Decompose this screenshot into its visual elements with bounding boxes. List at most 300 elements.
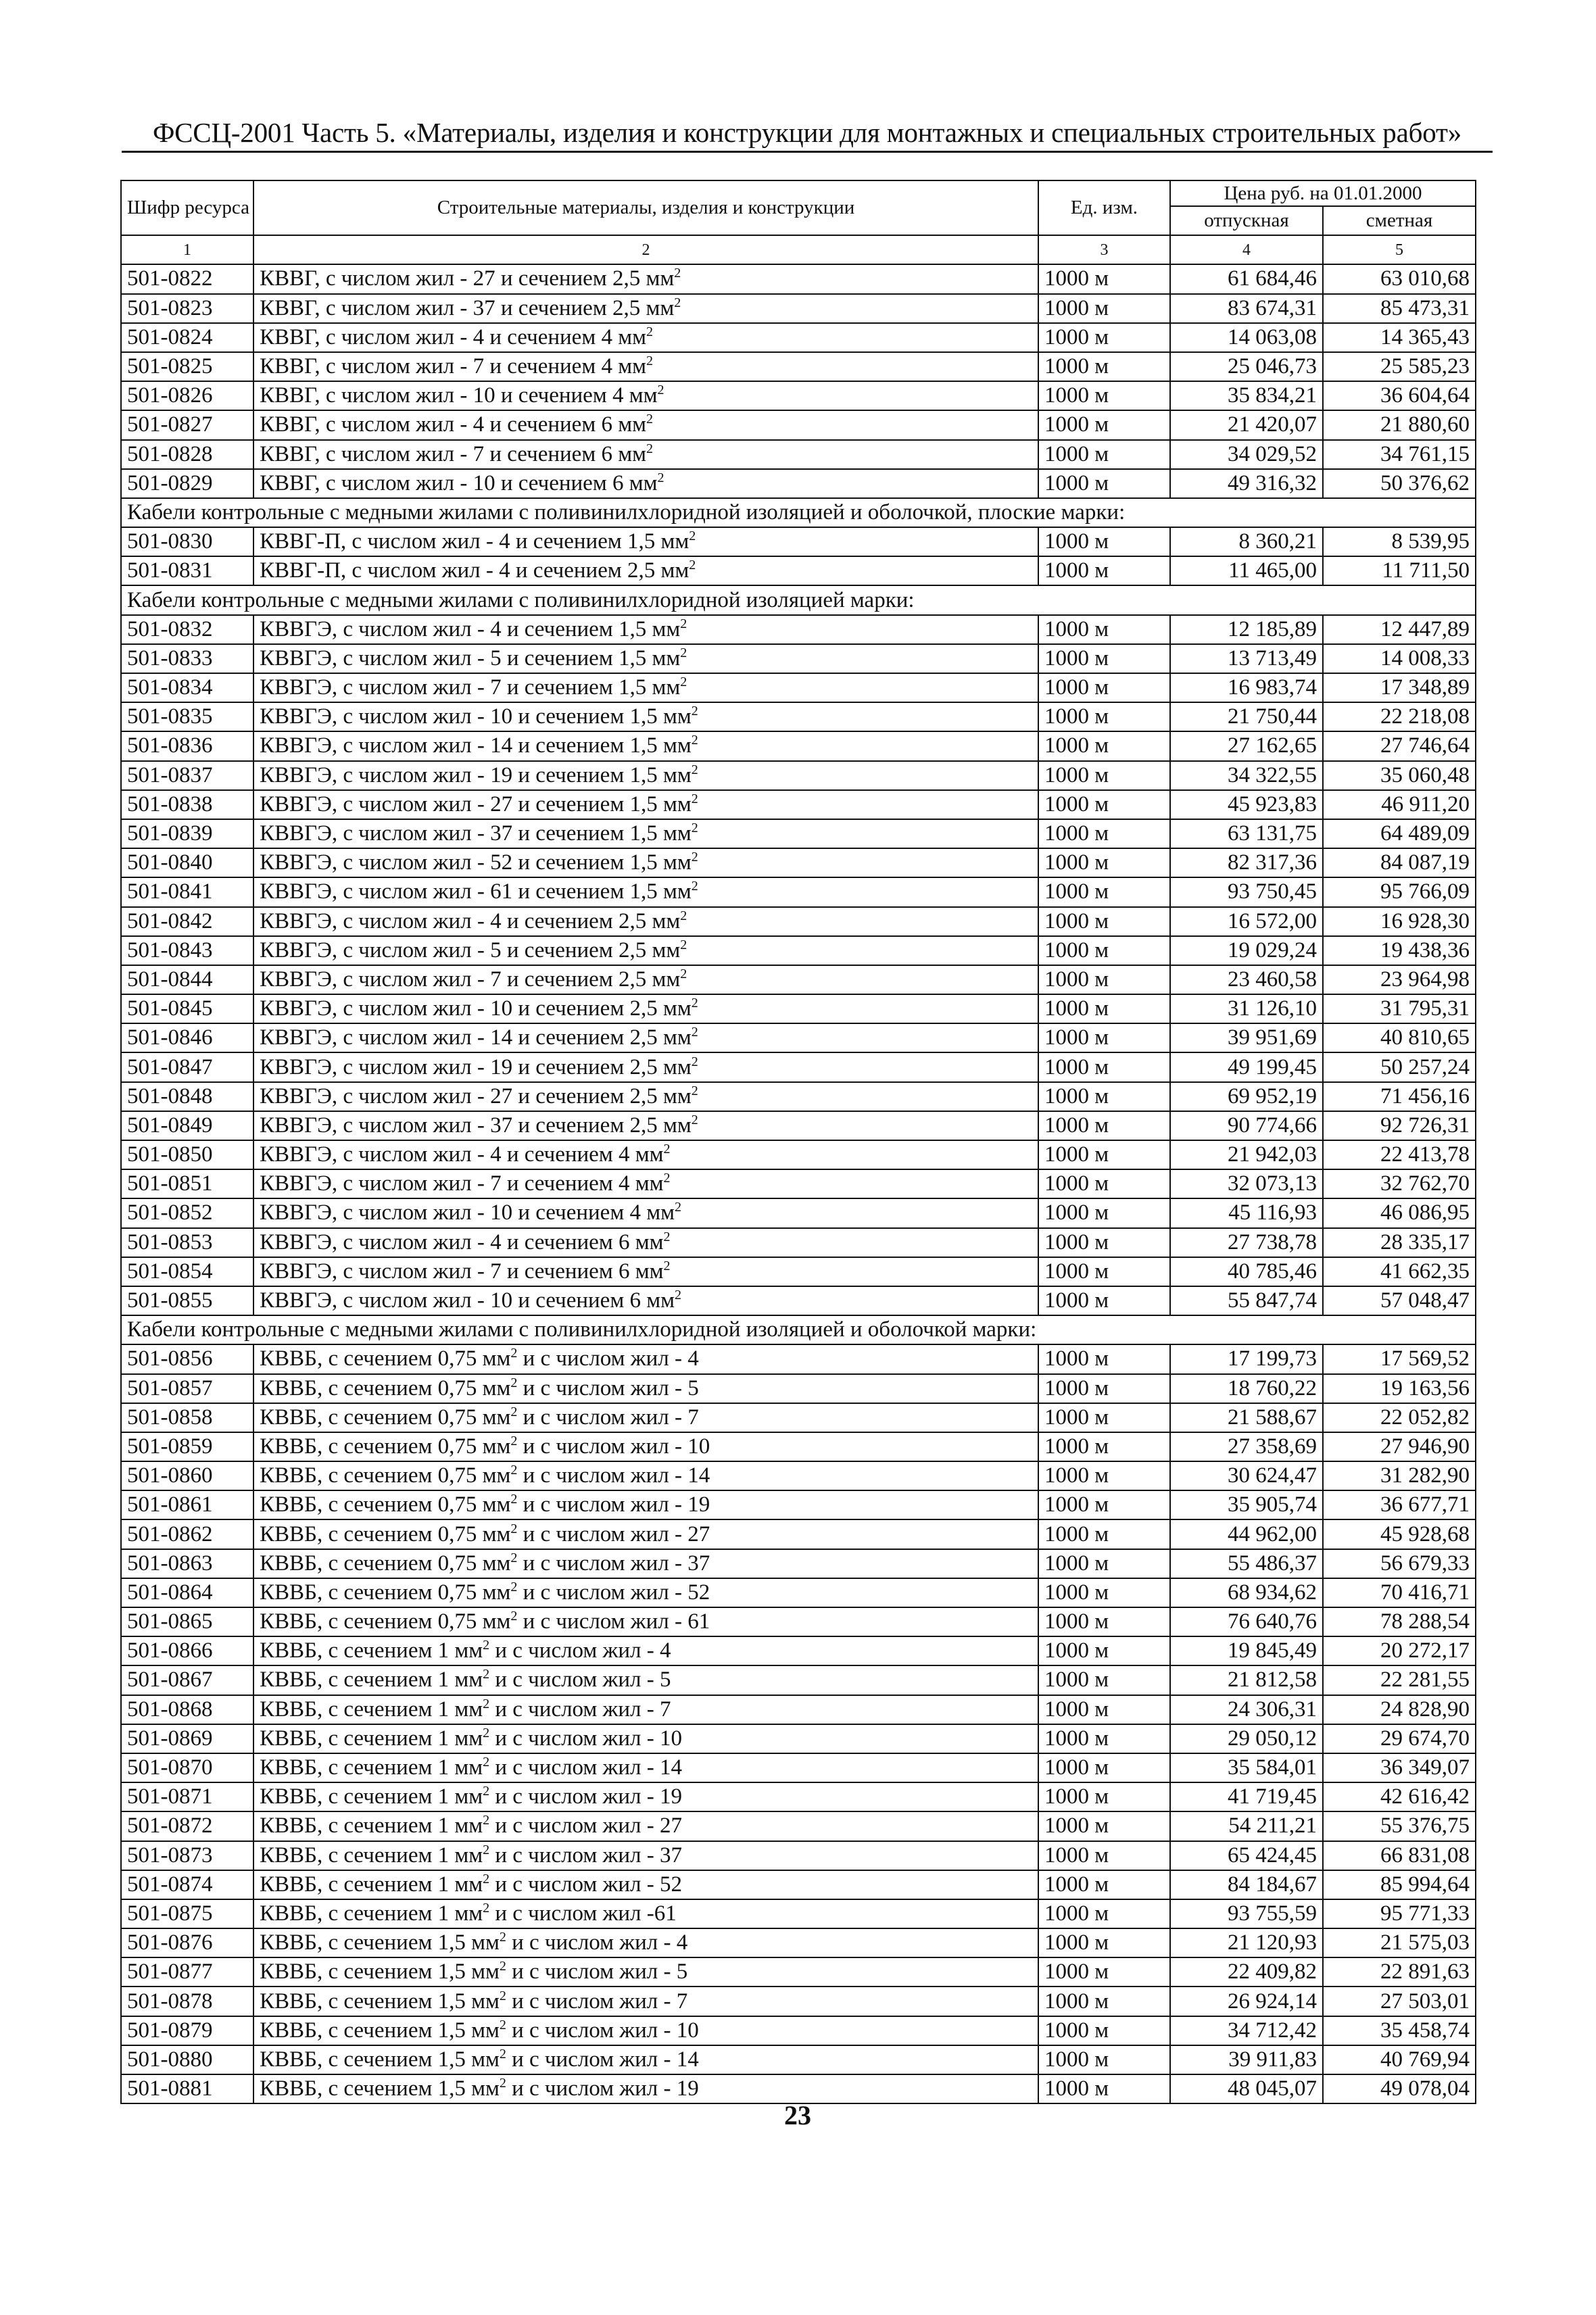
cell-code: 501-0849 (121, 1111, 253, 1140)
cell-name-text: КВВГЭ, с числом жил - 4 и сечением 1,5 мм (260, 616, 681, 641)
cell-release-price: 40 785,46 (1170, 1257, 1323, 1286)
cell-unit: 1000 м (1038, 1782, 1170, 1811)
cell-estimate-price: 50 257,24 (1323, 1052, 1476, 1081)
cell-estimate-price: 40 769,94 (1323, 2045, 1476, 2074)
cell-code: 501-0826 (121, 381, 253, 410)
superscript: 2 (483, 1638, 490, 1653)
table-row (121, 469, 1476, 498)
cell-name-text: КВВГЭ, с числом жил - 19 и сечением 1,5 мм (260, 762, 692, 787)
cell-release-price: 39 951,69 (1170, 1023, 1323, 1052)
cell-name (253, 1870, 1038, 1899)
cell-release-price: 31 126,10 (1170, 994, 1323, 1023)
table-row (121, 1198, 1476, 1227)
cell-release-price: 32 073,13 (1170, 1169, 1323, 1198)
cell-release-price: 29 050,12 (1170, 1724, 1323, 1753)
cell-name-text-tail: и с числом жил - 61 (517, 1609, 710, 1634)
cell-unit: 1000 м (1038, 1490, 1170, 1519)
cell-unit: 1000 м (1038, 877, 1170, 906)
cell-name (253, 1052, 1038, 1081)
cell-unit: 1000 м (1038, 352, 1170, 381)
table-row (121, 1052, 1476, 1081)
cell-release-price: 54 211,21 (1170, 1811, 1323, 1841)
cell-estimate-price: 85 994,64 (1323, 1870, 1476, 1899)
cell-unit: 1000 м (1038, 1695, 1170, 1724)
cell-unit: 1000 м (1038, 1870, 1170, 1899)
cell-code: 501-0836 (121, 731, 253, 760)
cell-unit: 1000 м (1038, 1257, 1170, 1286)
cell-unit: 1000 м (1038, 264, 1170, 293)
cell-estimate-price: 84 087,19 (1323, 848, 1476, 877)
table-row (121, 1724, 1476, 1753)
cell-name (253, 1782, 1038, 1811)
cell-release-price: 16 983,74 (1170, 673, 1323, 702)
cell-code: 501-0830 (121, 527, 253, 556)
cell-name-text: КВВГЭ, с числом жил - 27 и сечением 1,5 мм (260, 791, 692, 817)
cell-name (253, 1257, 1038, 1286)
superscript: 2 (483, 1667, 490, 1682)
cell-unit: 1000 м (1038, 965, 1170, 994)
cell-release-price: 8 360,21 (1170, 527, 1323, 556)
cell-unit: 1000 м (1038, 702, 1170, 731)
cell-name-text: КВВГ, с числом жил - 7 и сечением 4 мм (260, 354, 646, 379)
superscript: 2 (483, 1784, 490, 1799)
cell-release-price: 22 409,82 (1170, 1957, 1323, 1987)
cell-unit: 1000 м (1038, 1549, 1170, 1578)
table-row (121, 1023, 1476, 1052)
table-row (121, 1841, 1476, 1870)
cell-name (253, 936, 1038, 965)
cell-name (253, 790, 1038, 819)
cell-name (253, 702, 1038, 731)
cell-name-text: КВВБ, с сечением 0,75 мм (260, 1551, 511, 1576)
superscript: 2 (674, 1288, 681, 1303)
superscript: 2 (510, 1375, 518, 1390)
column-header-code: Шифр ресурса (121, 180, 253, 235)
superscript: 2 (499, 1930, 506, 1945)
cell-release-price: 55 486,37 (1170, 1549, 1323, 1578)
cell-unit: 1000 м (1038, 936, 1170, 965)
cell-release-price: 27 358,69 (1170, 1432, 1323, 1461)
cell-unit: 1000 м (1038, 1198, 1170, 1227)
superscript: 2 (691, 821, 698, 836)
cell-release-price: 83 674,31 (1170, 294, 1323, 323)
cell-unit: 1000 м (1038, 1899, 1170, 1928)
cell-name-text-tail: и с числом жил - 52 (489, 1872, 682, 1897)
cell-code: 501-0835 (121, 702, 253, 731)
cell-estimate-price: 55 376,75 (1323, 1811, 1476, 1841)
table-row (121, 994, 1476, 1023)
cell-unit: 1000 м (1038, 1228, 1170, 1257)
cell-name-text: КВВГЭ, с числом жил - 4 и сечением 2,5 мм (260, 908, 681, 933)
cell-code: 501-0875 (121, 1899, 253, 1928)
cell-release-price: 21 120,93 (1170, 1928, 1323, 1957)
cell-name (253, 1403, 1038, 1432)
cell-estimate-price: 34 761,15 (1323, 440, 1476, 469)
cell-code: 501-0847 (121, 1052, 253, 1081)
cell-name (253, 1344, 1038, 1373)
cell-name-text: КВВГЭ, с числом жил - 14 и сечением 2,5 мм (260, 1025, 692, 1050)
table-header-row (121, 180, 1476, 206)
cell-code: 501-0855 (121, 1286, 253, 1315)
cell-name-text: КВВГЭ, с числом жил - 5 и сечением 1,5 мм (260, 645, 681, 671)
column-number: 1 (121, 235, 253, 264)
cell-unit: 1000 м (1038, 1140, 1170, 1169)
cell-name (253, 644, 1038, 673)
cell-code: 501-0848 (121, 1082, 253, 1111)
cell-name-text: КВВБ, с сечением 1 мм (260, 1667, 483, 1692)
superscript: 2 (483, 1871, 490, 1886)
cell-unit: 1000 м (1038, 381, 1170, 410)
cell-name-text-tail: и с числом жил - 7 (517, 1405, 699, 1430)
cell-name-text-tail: и с числом жил -61 (489, 1901, 677, 1926)
cell-release-price: 14 063,08 (1170, 323, 1323, 352)
cell-code: 501-0872 (121, 1811, 253, 1841)
superscript: 2 (674, 1200, 681, 1215)
cell-release-price: 25 046,73 (1170, 352, 1323, 381)
table-row (121, 294, 1476, 323)
cell-release-price: 21 420,07 (1170, 410, 1323, 439)
cell-estimate-price: 71 456,16 (1323, 1082, 1476, 1111)
cell-code: 501-0834 (121, 673, 253, 702)
table-row (121, 1374, 1476, 1403)
cell-code: 501-0825 (121, 352, 253, 381)
cell-unit: 1000 м (1038, 440, 1170, 469)
cell-name-text: КВВБ, с сечением 1,5 мм (260, 2047, 500, 2072)
superscript: 2 (510, 1433, 518, 1448)
cell-name (253, 1169, 1038, 1198)
superscript: 2 (510, 1404, 518, 1419)
table-row (121, 965, 1476, 994)
cell-estimate-price: 25 585,23 (1323, 352, 1476, 381)
cell-estimate-price: 92 726,31 (1323, 1111, 1476, 1140)
cell-release-price: 55 847,74 (1170, 1286, 1323, 1315)
cell-unit: 1000 м (1038, 1082, 1170, 1111)
cell-name-text: КВВГ-П, с числом жил - 4 и сечением 2,5 мм (260, 558, 690, 583)
cell-name (253, 556, 1038, 585)
cell-name (253, 907, 1038, 936)
cell-code: 501-0859 (121, 1432, 253, 1461)
cell-unit: 1000 м (1038, 1811, 1170, 1841)
cell-name (253, 1286, 1038, 1315)
cell-release-price: 26 924,14 (1170, 1987, 1323, 2016)
superscript: 2 (510, 1579, 518, 1594)
superscript: 2 (691, 1054, 698, 1069)
column-header-estimate: сметная (1323, 206, 1476, 235)
cell-release-price: 45 116,93 (1170, 1198, 1323, 1227)
cell-name (253, 1140, 1038, 1169)
cell-name (253, 1899, 1038, 1928)
cell-code: 501-0876 (121, 1928, 253, 1957)
cell-name (253, 1811, 1038, 1841)
cell-unit: 1000 м (1038, 1432, 1170, 1461)
cell-name-text: КВВБ, с сечением 0,75 мм (260, 1463, 511, 1488)
cell-code: 501-0842 (121, 907, 253, 936)
cell-unit: 1000 м (1038, 469, 1170, 498)
superscript: 2 (646, 412, 653, 427)
cell-code: 501-0861 (121, 1490, 253, 1519)
cell-name-text: КВВБ, с сечением 1 мм (260, 1813, 483, 1838)
cell-estimate-price: 17 569,52 (1323, 1344, 1476, 1373)
table-row (121, 381, 1476, 410)
cell-name (253, 1578, 1038, 1607)
cell-release-price: 90 774,66 (1170, 1111, 1323, 1140)
price-table (120, 180, 1476, 2104)
superscript: 2 (499, 2017, 506, 2032)
cell-estimate-price: 8 539,95 (1323, 527, 1476, 556)
superscript: 2 (680, 675, 687, 690)
table-row (121, 615, 1476, 644)
column-number: 4 (1170, 235, 1323, 264)
cell-estimate-price: 22 218,08 (1323, 702, 1476, 731)
cell-unit: 1000 м (1038, 1665, 1170, 1695)
cell-name-text: КВВГЭ, с числом жил - 10 и сечением 4 мм (260, 1200, 675, 1225)
superscript: 2 (691, 1025, 698, 1040)
cell-estimate-price: 19 163,56 (1323, 1374, 1476, 1403)
superscript: 2 (510, 1550, 518, 1565)
table-row (121, 440, 1476, 469)
column-header-price: Цена руб. на 01.01.2000 (1170, 180, 1476, 206)
table-row (121, 352, 1476, 381)
cell-name (253, 527, 1038, 556)
cell-estimate-price: 35 060,48 (1323, 761, 1476, 790)
cell-name (253, 615, 1038, 644)
superscript: 2 (691, 791, 698, 806)
cell-name (253, 1724, 1038, 1753)
superscript: 2 (483, 1725, 490, 1740)
page-header: ФССЦ-2001 Часть 5. «Материалы, изделия и конструкции для монтажных и специальных строительных работ» (152, 117, 1462, 148)
cell-unit: 1000 м (1038, 2016, 1170, 2045)
superscript: 2 (691, 704, 698, 719)
table-row (121, 1257, 1476, 1286)
cell-unit: 1000 м (1038, 1987, 1170, 2016)
cell-name-text: КВВБ, с сечением 1 мм (260, 1726, 483, 1751)
cell-unit: 1000 м (1038, 1403, 1170, 1432)
cell-name-text: КВВГЭ, с числом жил - 10 и сечением 1,5 мм (260, 704, 692, 729)
section-row (121, 585, 1476, 614)
cell-estimate-price: 21 880,60 (1323, 410, 1476, 439)
cell-name-text: КВВБ, с сечением 0,75 мм (260, 1434, 511, 1459)
cell-name (253, 1198, 1038, 1227)
cell-estimate-price: 21 575,03 (1323, 1928, 1476, 1957)
cell-release-price: 12 185,89 (1170, 615, 1323, 644)
cell-name-text: КВВГЭ, с числом жил - 37 и сечением 2,5 мм (260, 1113, 692, 1138)
cell-name (253, 381, 1038, 410)
cell-name (253, 440, 1038, 469)
cell-unit: 1000 м (1038, 1519, 1170, 1549)
cell-name-text-tail: и с числом жил - 5 (517, 1375, 699, 1400)
table-row (121, 1665, 1476, 1695)
cell-estimate-price: 56 679,33 (1323, 1549, 1476, 1578)
cell-unit: 1000 м (1038, 1636, 1170, 1665)
cell-estimate-price: 17 348,89 (1323, 673, 1476, 702)
cell-name (253, 1432, 1038, 1461)
cell-release-price: 23 460,58 (1170, 965, 1323, 994)
cell-name-text: КВВГЭ, с числом жил - 7 и сечением 6 мм (260, 1259, 664, 1284)
cell-code: 501-0840 (121, 848, 253, 877)
cell-name-text-tail: и с числом жил - 4 (489, 1638, 671, 1663)
cell-code: 501-0860 (121, 1461, 253, 1490)
cell-name-text-tail: и с числом жил - 10 (517, 1434, 710, 1459)
cell-release-price: 49 199,45 (1170, 1052, 1323, 1081)
superscript: 2 (646, 354, 653, 369)
column-number: 2 (253, 235, 1038, 264)
cell-name (253, 819, 1038, 848)
cell-name (253, 1549, 1038, 1578)
cell-name (253, 2016, 1038, 2045)
cell-code: 501-0832 (121, 615, 253, 644)
cell-name (253, 1461, 1038, 1490)
superscript: 2 (510, 1609, 518, 1624)
cell-code: 501-0865 (121, 1607, 253, 1636)
cell-unit: 1000 м (1038, 1607, 1170, 1636)
cell-estimate-price: 85 473,31 (1323, 294, 1476, 323)
table-row (121, 1870, 1476, 1899)
cell-code: 501-0863 (121, 1549, 253, 1578)
table-row (121, 556, 1476, 585)
cell-release-price: 34 322,55 (1170, 761, 1323, 790)
cell-name-text: КВВБ, с сечением 1 мм (260, 1872, 483, 1897)
table-row (121, 673, 1476, 702)
cell-name-text-tail: и с числом жил - 27 (517, 1521, 710, 1546)
cell-name-text: КВВГ, с числом жил - 10 и сечением 6 мм (260, 470, 658, 495)
cell-name (253, 323, 1038, 352)
cell-code: 501-0853 (121, 1228, 253, 1257)
cell-code: 501-0839 (121, 819, 253, 848)
table-row (121, 1753, 1476, 1782)
table-row (121, 1228, 1476, 1257)
superscript: 2 (483, 1755, 490, 1770)
cell-code: 501-0854 (121, 1257, 253, 1286)
cell-estimate-price: 24 828,90 (1323, 1695, 1476, 1724)
cell-name (253, 848, 1038, 877)
cell-name-text: КВВБ, с сечением 1,5 мм (260, 2018, 500, 2043)
cell-name-text: КВВГЭ, с числом жил - 4 и сечением 4 мм (260, 1142, 664, 1167)
cell-name (253, 1928, 1038, 1957)
cell-release-price: 65 424,45 (1170, 1841, 1323, 1870)
superscript: 2 (691, 762, 698, 777)
cell-unit: 1000 м (1038, 527, 1170, 556)
cell-name-text-tail: и с числом жил - 19 (517, 1492, 710, 1517)
cell-code: 501-0838 (121, 790, 253, 819)
cell-code: 501-0868 (121, 1695, 253, 1724)
cell-name-text: КВВБ, с сечением 0,75 мм (260, 1580, 511, 1605)
cell-release-price: 13 713,49 (1170, 644, 1323, 673)
cell-release-price: 19 845,49 (1170, 1636, 1323, 1665)
cell-estimate-price: 16 928,30 (1323, 907, 1476, 936)
cell-code: 501-0827 (121, 410, 253, 439)
page-number: 23 (784, 2100, 811, 2130)
cell-unit: 1000 м (1038, 994, 1170, 1023)
superscript: 2 (663, 1258, 671, 1273)
column-number: 3 (1038, 235, 1170, 264)
superscript: 2 (483, 1813, 490, 1828)
cell-code: 501-0869 (121, 1724, 253, 1753)
superscript: 2 (646, 324, 653, 339)
cell-estimate-price: 50 376,62 (1323, 469, 1476, 498)
cell-name (253, 1987, 1038, 2016)
cell-code: 501-0857 (121, 1374, 253, 1403)
cell-code: 501-0844 (121, 965, 253, 994)
table-row (121, 2016, 1476, 2045)
cell-name-text-tail: и с числом жил - 14 (517, 1463, 710, 1488)
cell-release-price: 63 131,75 (1170, 819, 1323, 848)
cell-name (253, 410, 1038, 439)
table-row (121, 1140, 1476, 1169)
superscript: 2 (680, 937, 687, 952)
cell-name-text: КВВГЭ, с числом жил - 4 и сечением 6 мм (260, 1229, 664, 1254)
table-row (121, 761, 1476, 790)
cell-name-text-tail: и с числом жил - 7 (489, 1697, 671, 1722)
cell-estimate-price: 95 771,33 (1323, 1899, 1476, 1928)
cell-release-price: 27 738,78 (1170, 1228, 1323, 1257)
table-row (121, 1578, 1476, 1607)
cell-unit: 1000 м (1038, 644, 1170, 673)
column-number: 5 (1323, 235, 1476, 264)
cell-name-text: КВВГЭ, с числом жил - 14 и сечением 1,5 мм (260, 733, 692, 758)
cell-code: 501-0837 (121, 761, 253, 790)
cell-unit: 1000 м (1038, 673, 1170, 702)
cell-estimate-price: 31 282,90 (1323, 1461, 1476, 1490)
cell-estimate-price: 70 416,71 (1323, 1578, 1476, 1607)
cell-name (253, 352, 1038, 381)
superscript: 2 (510, 1492, 518, 1507)
cell-code: 501-0841 (121, 877, 253, 906)
cell-name-text: КВВГЭ, с числом жил - 10 и сечением 2,5 мм (260, 996, 692, 1021)
cell-name-text: КВВГЭ, с числом жил - 19 и сечением 2,5 мм (260, 1054, 692, 1079)
cell-estimate-price: 22 052,82 (1323, 1403, 1476, 1432)
cell-estimate-price: 32 762,70 (1323, 1169, 1476, 1198)
cell-estimate-price: 12 447,89 (1323, 615, 1476, 644)
cell-release-price: 41 719,45 (1170, 1782, 1323, 1811)
cell-estimate-price: 46 086,95 (1323, 1198, 1476, 1227)
table-row (121, 819, 1476, 848)
cell-name-text: КВВГ, с числом жил - 37 и сечением 2,5 мм (260, 295, 675, 320)
cell-name-text-tail: и с числом жил - 19 (489, 1784, 682, 1809)
cell-estimate-price: 11 711,50 (1323, 556, 1476, 585)
section-row (121, 498, 1476, 527)
cell-estimate-price: 31 795,31 (1323, 994, 1476, 1023)
superscript: 2 (680, 966, 687, 981)
cell-release-price: 17 199,73 (1170, 1344, 1323, 1373)
table-row (121, 848, 1476, 877)
superscript: 2 (646, 441, 653, 456)
cell-release-price: 35 584,01 (1170, 1753, 1323, 1782)
cell-release-price: 16 572,00 (1170, 907, 1323, 936)
cell-name (253, 965, 1038, 994)
cell-name (253, 1957, 1038, 1987)
superscript: 2 (510, 1346, 518, 1361)
cell-name (253, 1841, 1038, 1870)
cell-release-price: 48 045,07 (1170, 2074, 1323, 2103)
cell-estimate-price: 40 810,65 (1323, 1023, 1476, 1052)
cell-name (253, 469, 1038, 498)
table-row (121, 1607, 1476, 1636)
cell-release-price: 61 684,46 (1170, 264, 1323, 293)
superscript: 2 (680, 616, 687, 631)
cell-release-price: 35 905,74 (1170, 1490, 1323, 1519)
cell-release-price: 19 029,24 (1170, 936, 1323, 965)
cell-name (253, 1490, 1038, 1519)
table-row (121, 527, 1476, 556)
cell-name-text: КВВБ, с сечением 0,75 мм (260, 1609, 511, 1634)
cell-code: 501-0823 (121, 294, 253, 323)
cell-name-text: КВВГЭ, с числом жил - 5 и сечением 2,5 мм (260, 937, 681, 962)
cell-code: 501-0867 (121, 1665, 253, 1695)
cell-estimate-price: 42 616,42 (1323, 1782, 1476, 1811)
cell-code: 501-0843 (121, 936, 253, 965)
superscript: 2 (499, 2046, 506, 2062)
cell-name-text: КВВБ, с сечением 1 мм (260, 1638, 483, 1663)
